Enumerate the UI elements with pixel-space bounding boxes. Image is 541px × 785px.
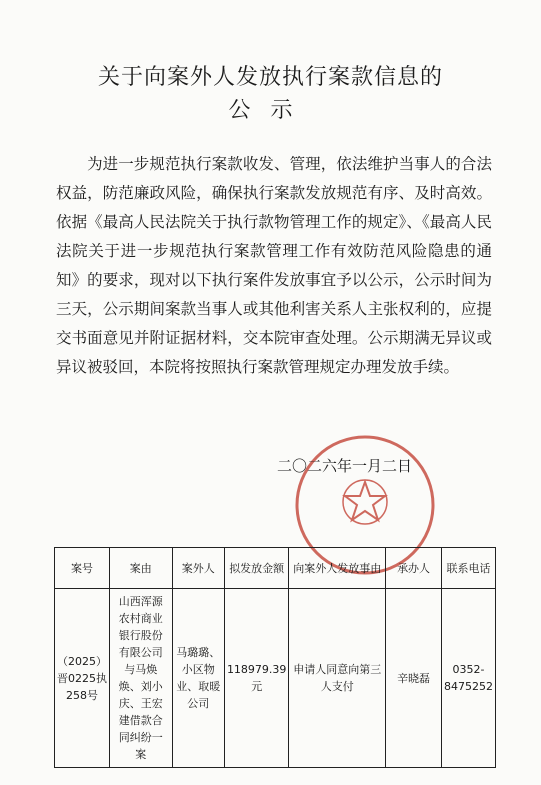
header-phone: 联系电话 (442, 548, 496, 589)
table-header-row (55, 548, 496, 589)
notice-title-line1: 关于向案外人发放执行案款信息的 (97, 65, 443, 90)
header-handler: 承办人 (386, 548, 442, 589)
header-reason: 向案外人发放事由 (289, 548, 386, 589)
cell-reason: 申请人同意向第三人支付 (289, 589, 386, 768)
header-amount: 拟发放金额 (224, 548, 289, 589)
cell-case-no: （2025）晋0225执258号 (55, 589, 110, 768)
cell-handler: 辛晓磊 (386, 589, 442, 768)
table-row (55, 589, 496, 768)
notice-date: 二〇二六年一月二日 (277, 457, 413, 475)
header-cause: 案由 (110, 548, 173, 589)
cell-phone: 0352-8475252 (442, 589, 496, 768)
cell-amount: 118979.39元 (224, 589, 289, 768)
notice-title-line2: 公示 (228, 98, 313, 123)
cell-party: 马璐璐、小区物业、取暖公司 (172, 589, 224, 768)
header-case-no: 案号 (55, 548, 110, 589)
notice-body-text: 为进一步规范执行案款收发、管理，依法维护当事人的合法权益，防范廉政风险，确保执行案款发放规范有序、及时高效。依据《最高人民法院关于执行款物管理工作的规定》、《最高人民法院关于进一步规范执行案款管理工作有效防范风险隐患的通知》的要求，现对以下执行案件发放事宜予以公示，公示时间为三天，公示期间案款当事人或其他利害关系人主张权利的，应提交书面意见并附证据材料，交本院审查处理。公示期满无异议或异议被驳回，本院将按照执行案款管理规定办理发放手续。 (56, 155, 492, 376)
notice-body (56, 150, 492, 382)
payout-table (54, 547, 496, 768)
header-party: 案外人 (172, 548, 224, 589)
cell-cause: 山西浑源农村商业银行股份有限公司与马焕焕、刘小庆、王宏建借款合同纠纷一案 (110, 589, 173, 768)
